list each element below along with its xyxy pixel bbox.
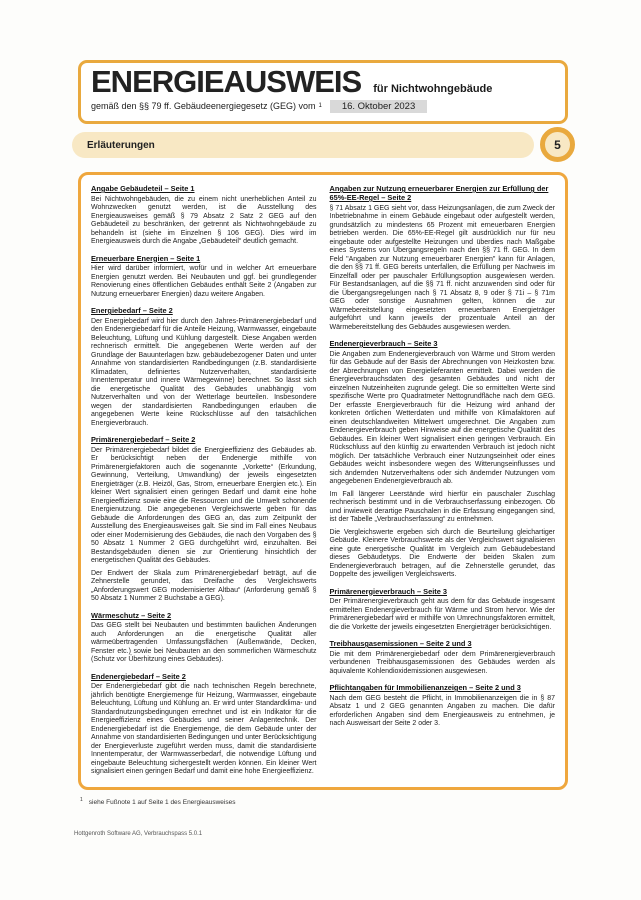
section-primaerenergiebedarf [91, 435, 317, 604]
software-credit-text: Hottgenroth Software AG, Verbrauchspass 5.0.1 [74, 831, 203, 837]
section-paragraph: Der Endenergiebedarf gibt die nach technischen Regeln berechnete, jährlich benötigte Energiemenge für Heizung, Warmwasser, eingebaute Beleuchtung, Lüftung und Kühlung an. Er wird unter Standardklima- und Standardnutzungsbedingungen errechnet und ist ein Indikator für die Energieeffizienz eines Gebäudes und seiner Anlagentechnik. Der Endenergiebedarf ist die Energiemenge, die dem Gebäude unter der Annahme von standardisierten Bedingungen und unter Berücksichtigung der Energieverluste zugeführt werden muss, damit die standardisierte Innentemperatur, der Warmwasserbedarf, die notwendige Lüftung und eingebaute Beleuchtung sichergestellt werden können. Ein kleiner Wert signalisiert einen geringen Bedarf und damit eine hohe Energieeffizienz. [91, 683, 317, 775]
section-heading: Primärenergieverbrauch – Seite 3 [329, 586, 447, 596]
section-heading: Wärmeschutz – Seite 2 [91, 610, 172, 620]
section-heading: Energiebedarf – Seite 2 [91, 306, 173, 315]
section-paragraph: Hier wird darüber informiert, wofür und in welcher Art erneuerbare Energien genutzt werden. Bei Neubauten und ggf. bei grundlegender Renovierung eines öffentlichen Gebäudes enthält Seite 2 (Angaben zur Nutzung erneuerbarer Energien) dazu weitere Angaben. [91, 265, 317, 298]
document-subtitle [91, 100, 555, 113]
section-erneuerbare-energien [91, 254, 317, 300]
section-heading: Angabe Gebäudeteil – Seite 1 [91, 184, 195, 193]
issue-date-field: 16. Oktober 2023 [330, 100, 427, 113]
explanations-box [78, 172, 568, 790]
software-credit [74, 831, 202, 837]
footnote-text: siehe Fußnote 1 auf Seite 1 des Energieausweises [88, 799, 236, 807]
section-paragraph: Im Fall längerer Leerstände wird hierfür ein pauschaler Zuschlag rechnerisch bestimmt und in die Verbrauchserfassung einbezogen. Ob und inwieweit derartige Pauschalen in die Erfassung eingegangen sind, ist der Tabelle „Verbrauchserfassung“ zu entnehmen. [329, 490, 555, 523]
document-header [78, 60, 568, 124]
section-paragraph: Der Primärenergieverbrauch geht aus dem für das Gebäude insgesamt ermittelten Endenergieverbrauch für Wärme und Strom hervor. Wie der Primärenergiebedarf wird er mithilfe von Umrechnungsfaktoren ermittelt, die die Vorkette der jeweils eingesetzten Energieträger berücksichtigen. [329, 598, 555, 631]
section-paragraph: Der Primärenergiebedarf bildet die Energieeffizienz des Gebäudes ab. Er berücksichtigt neben der Endenergie mithilfe von Primärenergiefaktoren auch die sogenannte „Vorkette“ (Erkundung, Gewinnung, Verteilung, Umwandlung) der jeweils eingesetzten Energieträger (z.B. Heizöl, Gas, Strom, erneuerbare Energien etc.). Ein kleiner Wert signalisiert einen geringen Bedarf und damit eine hohe Energieeffizienz sowie eine die Ressourcen und die Umwelt schonende Energienutzung. Die angegebenen Vergleichswerte geben für das Gebäude die Anforderungen des GEG an, das zum Zeitpunkt der Ausstellung des Energieausweises galt. Sie sind im Fall eines Neubaus oder einer Modernisierung des Gebäudes, die nach den Vorgaben des § 50 Absatz 1 Nummer 2 GEG durchgeführt wird, einzuhalten. Bei Bestandsgebäuden dienen sie zur Orientierung hinsichtlich der energetischen Qualität des Gebäudes. [91, 446, 317, 564]
section-band-label: Erläuterungen [87, 139, 155, 151]
document-title-suffix: für Nichtwohngebäude [373, 83, 493, 95]
section-energiebedarf [91, 306, 317, 428]
section-primaerenergieverbrauch [330, 587, 556, 633]
section-heading: Treibhausgasemissionen – Seite 2 und 3 [329, 639, 472, 648]
section-paragraph: Der Energiebedarf wird hier durch den Jahres-Primärenergiebedarf und den Endenergiebedarf für die Anteile Heizung, Warmwasser, eingebaute Beleuchtung, Lüftung und Kühlung dargestellt. Diese Angaben werden rechnerisch ermittelt. Die angegebenen Werte werden auf der Grundlage der Bauunterlagen bzw. gebäudebezogener Daten und unter Annahme von standardisierten Randbedingungen (z.B. standardisierte Klimadaten, definiertes Nutzerverhalten, standardisierte Innentemperatur und innere Wärmegewinne) berechnet. So lässt sich die energetische Qualität des Gebäudes unabhängig vom Nutzerverhalten und von der Wetterlage beurteilen. Insbesondere wegen der standardisierten Randbedingungen erlauben die angegebenen Werte keine Rückschlüsse auf den tatsächlichen Energieverbrauch. [91, 317, 317, 427]
section-paragraph: Das GEG stellt bei Neubauten und bestimmten baulichen Änderungen auch Anforderungen an die energetische Qualität aller wärmeübertragenden Umfassungsflächen (Außenwände, Decken, Fenster etc.) sowie bei Neubauten an den sommerlichen Wärmeschutz (Schutz vor Überhitzung eines Gebäudes). [91, 622, 317, 663]
section-heading: Endenergiebedarf – Seite 2 [91, 671, 186, 681]
section-angabe-gebaeudeteil [91, 184, 317, 247]
section-heading: Endenergieverbrauch – Seite 3 [329, 339, 438, 348]
section-paragraph: Die Angaben zum Endenergieverbrauch von Wärme und Strom werden für das Gebäude auf der Basis der Abrechnungen von Heizkosten bzw. der Abrechnungen von Energielieferanten ermittelt. Dabei werden die Energieverbrauchsdaten des gesamten Gebäudes und nicht der einzelnen Nutzeinheiten zugrunde gelegt. Die so ermittelten Werte sind spezifische Werte pro Quadratmeter Nettogrundfläche nach dem GEG. Der erfasste Energieverbrauch für die Heizung wird anhand der konkreten örtlichen Wetterdaten und mithilfe von Klimafaktoren auf einen deutschlandweiten Mittelwert umgerechnet. Die Angaben zum Endenergieverbrauch geben Hinweise auf die energetische Qualität des Gebäudes. Ein kleiner Wert signalisiert einen geringen Verbrauch. Ein Rückschluss auf den künftig zu erwartenden Verbrauch ist jedoch nicht möglich. Der tatsächliche Verbrauch einer Nutzungseinheit oder eines Gebäudes weicht insbesondere wegen des Witterungseinflusses und sich ändernden Nutzerverhaltens oder sich ändernder Nutzungen vom angegebenen Endenergieverbrauch ab. [329, 350, 555, 485]
page-number-badge [540, 127, 575, 162]
section-pflichtangaben-immobilienanzeigen [330, 683, 556, 729]
section-paragraph: Der Endwert der Skala zum Primärenergiebedarf beträgt, auf die Zehnerstelle gerundet, das Dreifache des Vergleichswerts „Anforderungswert GEG modernisierter Altbau“ (Anforderung gemäß § 50 Absatz 1 Nummer 2 Buchstabe a GEG). [91, 569, 317, 602]
section-paragraph: Die Vergleichswerte ergeben sich durch die Beurteilung gleichartiger Gebäude. Kleinere Verbrauchswerte als der Vergleichswert signalisieren eine gute energetische Qualität im Vergleich zum Gebäudebestand dieses Gebäudetyps. Die Endwerte der beiden Skalen zum Endenergieverbrauch betragen, auf die Zehnerstelle gerundet, das Doppelte des jeweiligen Vergleichswerts. [329, 528, 555, 578]
footnote-marker: 1 [80, 797, 83, 803]
section-band [72, 132, 534, 158]
section-treibhausgasemissionen [330, 639, 556, 676]
page-number: 5 [554, 137, 561, 152]
subtitle-footnote-marker: 1 [318, 103, 322, 110]
section-heading: Pflichtangaben für Immobilienanzeigen – Seite 2 und 3 [329, 683, 521, 692]
section-paragraph: Bei Nichtwohngebäuden, die zu einem nicht unerheblichen Anteil zu Wohnzwecken genutzt werden, ist die Ausstellung des Energieausweises gemäß § 79 Absatz 2 Satz 2 GEG auf den Gebäudeteil zu beschränken, der getrennt als Nichtwohngebäude zu behandeln ist (siehe im Einzelnen § 106 GEG). Dies wird im Energieausweis durch die Angabe „Gebäudeteil“ deutlich gemacht. [91, 195, 317, 245]
section-paragraph: § 71 Absatz 1 GEG sieht vor, dass Heizungsanlagen, die zum Zweck der Inbetriebnahme in einem Gebäude eingebaut oder aufgestellt werden, grundsätzlich zu mindestens 65 Prozent mit erneuerbaren Energien betrieben werden. Die 65%-EE-Regel gilt ausdrücklich nur für neu eingebaute oder aufgestellte Heizungen und überdies nach Maßgabe eines Systems von Übergangsregeln nach den §§ 71 ff. GEG. In dem Feld "Angaben zur Nutzung erneuerbarer Energien" kann für Anlagen, die den §§ 71 ff. GEG bereits unterfallen, die Erfüllung per Nachweis im Einzelfall oder per pauschaler Erfüllungsoption ausgewiesen werden. Für Bestandsanlagen, auf die §§ 71 ff. nicht anzuwenden sind oder für die Übergangsregelungen nach § 71 Absatz 8, 9 oder § 71i – § 71m GEG oder sonstige Ausnahmen gelten, können die zur Wärmebereitstellung eingesetzten erneuerbaren Energieträger aufgeführt und kann jeweils der prozentuale Anteil an der Wärmebereitstellung des Gebäudes ausgewiesen werden. [329, 204, 555, 331]
section-paragraph: Nach dem GEG besteht die Pflicht, in Immobilienanzeigen die in § 87 Absatz 1 und 2 GEG genannten Angaben zu machen. Die dafür erforderlichen Angaben sind dem Energieausweis zu entnehmen, je nach Ausweisart der Seite 2 oder 3. [329, 694, 555, 727]
page-footnote [80, 797, 235, 806]
section-heading: Primärenergiebedarf – Seite 2 [91, 435, 196, 444]
section-endenergieverbrauch [330, 339, 556, 580]
left-column [91, 184, 317, 778]
section-paragraph: Die mit dem Primärenergiebedarf oder dem Primärenergieverbrauch verbundenen Treibhausgasemissionen des Gebäudes werden als äquivalente Kohlendioxidemissionen ausgewiesen. [329, 650, 555, 675]
document-title: ENERGIEAUSWEIS [91, 64, 362, 99]
section-heading: Angaben zur Nutzung erneuerbarer Energien zur Erfüllung der 65%-EE-Regel – Seite 2 [329, 184, 549, 202]
right-column [330, 184, 556, 778]
section-waermeschutz [91, 611, 317, 665]
section-heading: Erneuerbare Energien – Seite 1 [91, 253, 201, 263]
section-nutzung-erneuerbarer-energien [330, 184, 556, 332]
subtitle-text: gemäß den §§ 79 ff. Gebäudeenergiegesetz (GEG) vom [91, 101, 316, 112]
section-endenergiebedarf [91, 672, 317, 777]
